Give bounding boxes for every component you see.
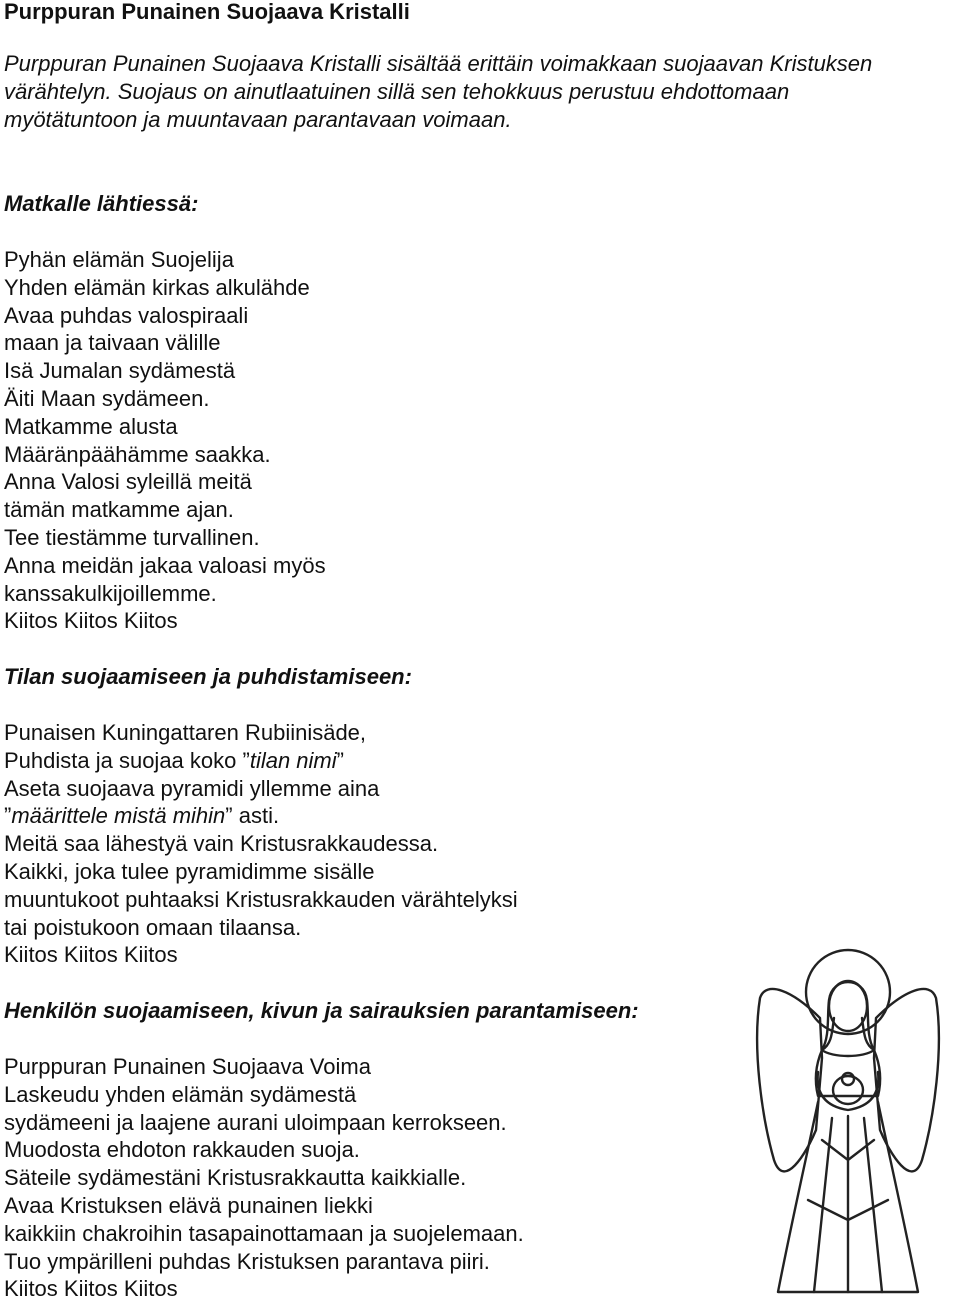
prayer-person (4, 1053, 524, 1303)
prayer-line: Avaa Kristuksen elävä punainen liekki (4, 1192, 373, 1218)
prayer-line: Isä Jumalan sydämestä (4, 358, 236, 384)
prayer-line: Säteile sydämestäni Kristusrakkautta kaikkialle. (4, 1165, 467, 1191)
prayer-line: tai poistukoon omaan tilaansa. (4, 914, 302, 940)
page-title: Purppuran Punainen Suojaava Kristalli (4, 0, 410, 24)
robe-folds-shape (808, 1116, 888, 1292)
prayer-line: tämän matkamme ajan. (4, 497, 234, 523)
prayer-line: Kiitos Kiitos Kiitos (4, 608, 178, 634)
prayer-line: Meitä saa lähestyä vain Kristusrakkaudessa. (4, 831, 439, 857)
prayer-line: Muodosta ehdoton rakkauden suoja. (4, 1137, 360, 1163)
prayer-journey (4, 246, 326, 635)
prayer-line: Avaa puhdas valospiraali (4, 302, 249, 328)
prayer-line: Määränpäähämme saakka. (4, 441, 271, 467)
section-heading-person: Henkilön suojaamiseen, kivun ja sairauksien parantamiseen: (4, 998, 639, 1023)
prayer-line: Anna Valosi syleillä meitä (4, 469, 252, 495)
intro-line: värähtelyn. Suojaus on ainutlaatuinen sillä sen tehokkuus perustuu ehdottomaan (4, 79, 790, 104)
prayer-line: Kiitos Kiitos Kiitos (4, 1276, 178, 1302)
left-wing-shape (757, 989, 822, 1171)
prayer-line: Laskeudu yhden elämän sydämestä (4, 1081, 357, 1107)
intro-line: Purppuran Punainen Suojaava Kristalli sisältää erittäin voimakkaan suojaavan Kristuksen (4, 51, 873, 76)
halo-shape (806, 950, 890, 1034)
prayer-space (4, 719, 518, 969)
placeholder-range: määrittele mistä mihin (11, 803, 226, 829)
prayer-line: Kiitos Kiitos Kiitos (4, 942, 178, 968)
prayer-line: Kaikki, joka tulee pyramidimme sisälle (4, 858, 375, 884)
section-heading-space: Tilan suojaamiseen ja puhdistamiseen: (4, 664, 412, 689)
prayer-line: Purppuran Punainen Suojaava Voima (4, 1054, 371, 1079)
prayer-line: Pyhän elämän Suojelija (4, 247, 234, 272)
prayer-line: Äiti Maan sydämeen. (4, 385, 210, 411)
intro-line: myötätuntoon ja muuntavaan parantavaan voimaan. (4, 107, 512, 132)
prayer-line: ”määrittele mistä mihin” asti. (4, 803, 280, 829)
prayer-line: Tuo ympärilleni puhdas Kristuksen parantava piiri. (4, 1248, 490, 1274)
section-heading-journey: Matkalle lähtiessä: (4, 191, 199, 216)
prayer-line: maan ja taivaan välille (4, 330, 221, 356)
angel-icon (752, 940, 960, 1301)
right-wing-shape (874, 989, 939, 1171)
prayer-line: Punaisen Kuningattaren Rubiinisäde, (4, 720, 367, 745)
prayer-line: Tee tiestämme turvallinen. (4, 524, 260, 550)
prayer-line: Aseta suojaava pyramidi yllemme aina (4, 775, 380, 801)
intro-paragraph (4, 50, 959, 134)
placeholder-space-name: tilan nimi (249, 747, 337, 773)
prayer-line: kanssakulkijoillemme. (4, 580, 217, 606)
prayer-line: sydämeeni ja laajene aurani uloimpaan kerrokseen. (4, 1109, 507, 1135)
prayer-line: Matkamme alusta (4, 413, 178, 439)
prayer-line: Anna meidän jakaa valoasi myös (4, 552, 326, 578)
held-heart-shape (833, 1076, 863, 1104)
prayer-line: Puhdista ja suojaa koko ”tilan nimi” (4, 747, 344, 773)
prayer-line: Yhden elämän kirkas alkulähde (4, 274, 310, 300)
prayer-line: muuntukoot puhtaaksi Kristusrakkauden värähtelyksi (4, 886, 518, 912)
prayer-line: kaikkiin chakroihin tasapainottamaan ja suojelemaan. (4, 1220, 524, 1246)
